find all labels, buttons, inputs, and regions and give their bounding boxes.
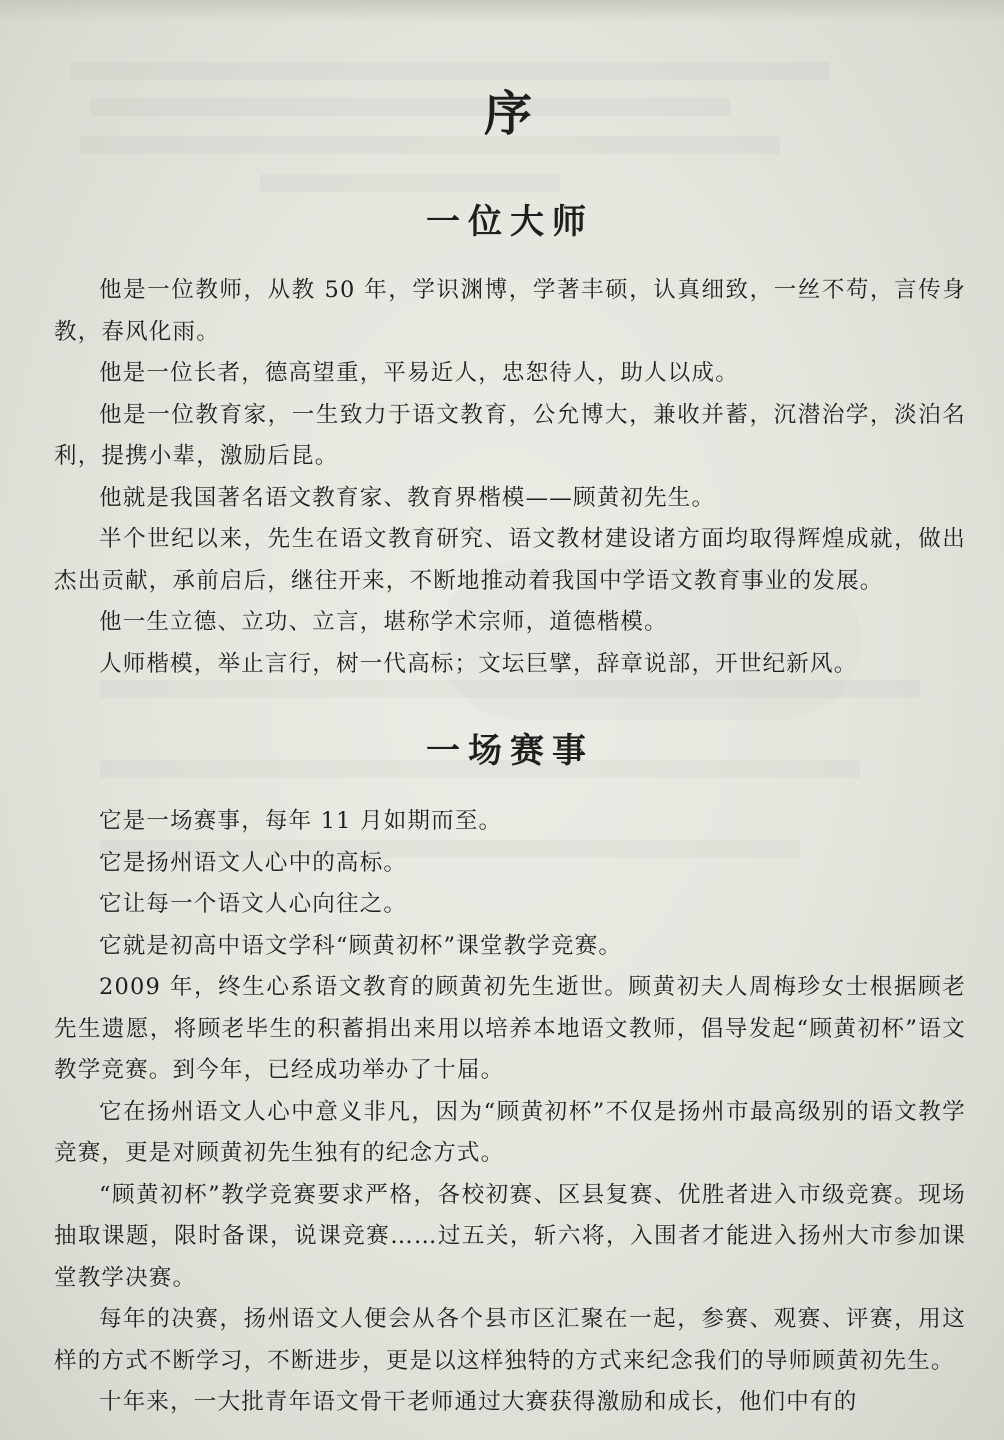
paragraph: 它是一场赛事，每年 11 月如期而至。 (99, 808, 503, 834)
paragraph: 十年来，一大批青年语文骨干老师通过大赛获得激励和成长，他们中有的 (99, 1389, 858, 1415)
section-title-master: 一位大师 (426, 202, 594, 242)
paragraph: 它是扬州语文人心中的高标。 (99, 849, 408, 876)
paragraph: 他是一位教师，从教 50 年，学识渊博，学著丰硕，认真细致，一丝不苟，言传身教，春风化雨。 (54, 277, 966, 345)
paragraph: 2009 年，终生心系语文教育的顾黄初先生逝世。顾黄初夫人周梅珍女士根据顾老先生遗愿，将顾老毕生的积蓄捐出来用以培养本地语文教师，倡导发起“顾黄初杯”语文教学竞赛。到今年，已经成功举办了十届。 (54, 974, 966, 1083)
section-master (54, 194, 966, 685)
paragraph: 他一生立德、立功、立言，堪称学术宗师，道德楷模。 (99, 609, 668, 635)
paragraph: “顾黄初杯”教学竞赛要求严格，各校初赛、区县复赛、优胜者进入市级竞赛。现场抽取课题，限时备课，说课竞赛……过五关，斩六将，入围者才能进入扬州大市参加课堂教学决赛。 (54, 1181, 966, 1291)
page-top-shadow (0, 0, 1004, 22)
paragraph: 他是一位长者，德高望重，平易近人，忠恕待人，助人以成。 (99, 360, 739, 386)
section-contest (54, 723, 966, 1424)
paragraph: 它就是初高中语文学科“顾黄初杯”课堂教学竞赛。 (99, 932, 623, 959)
paragraph: 他就是我国著名语文教育家、教育界楷模——顾黄初先生。 (99, 484, 716, 511)
preface-title: 序 (483, 86, 536, 142)
page-content (54, 78, 966, 1424)
paragraph: 半个世纪以来，先生在语文教育研究、语文教材建设诸方面均取得辉煌成就，做出杰出贡献，承前启后，继往开来，不断地推动着我国中学语文教育事业的发展。 (54, 526, 966, 594)
paragraph: 它在扬州语文人心中意义非凡，因为“顾黄初杯”不仅是扬州市最高级别的语文教学竞赛，更是对顾黄初先生独有的纪念方式。 (54, 1098, 966, 1166)
paragraph: 它让每一个语文人心向往之。 (99, 891, 408, 917)
section-title-contest: 一场赛事 (426, 731, 594, 771)
paragraph: 他是一位教育家，一生致力于语文教育，公允博大，兼收并蓄，沉潜治学，淡泊名利，提携小辈，激励后昆。 (54, 401, 966, 469)
paragraph: 人师楷模，举止言行，树一代高标；文坛巨擘，辞章说部，开世纪新风。 (99, 650, 858, 677)
paragraph: 每年的决赛，扬州语文人便会从各个县市区汇聚在一起，参赛、观赛、评赛，用这样的方式不断学习，不断进步，更是以这样独特的方式来纪念我们的导师顾黄初先生。 (54, 1306, 966, 1374)
